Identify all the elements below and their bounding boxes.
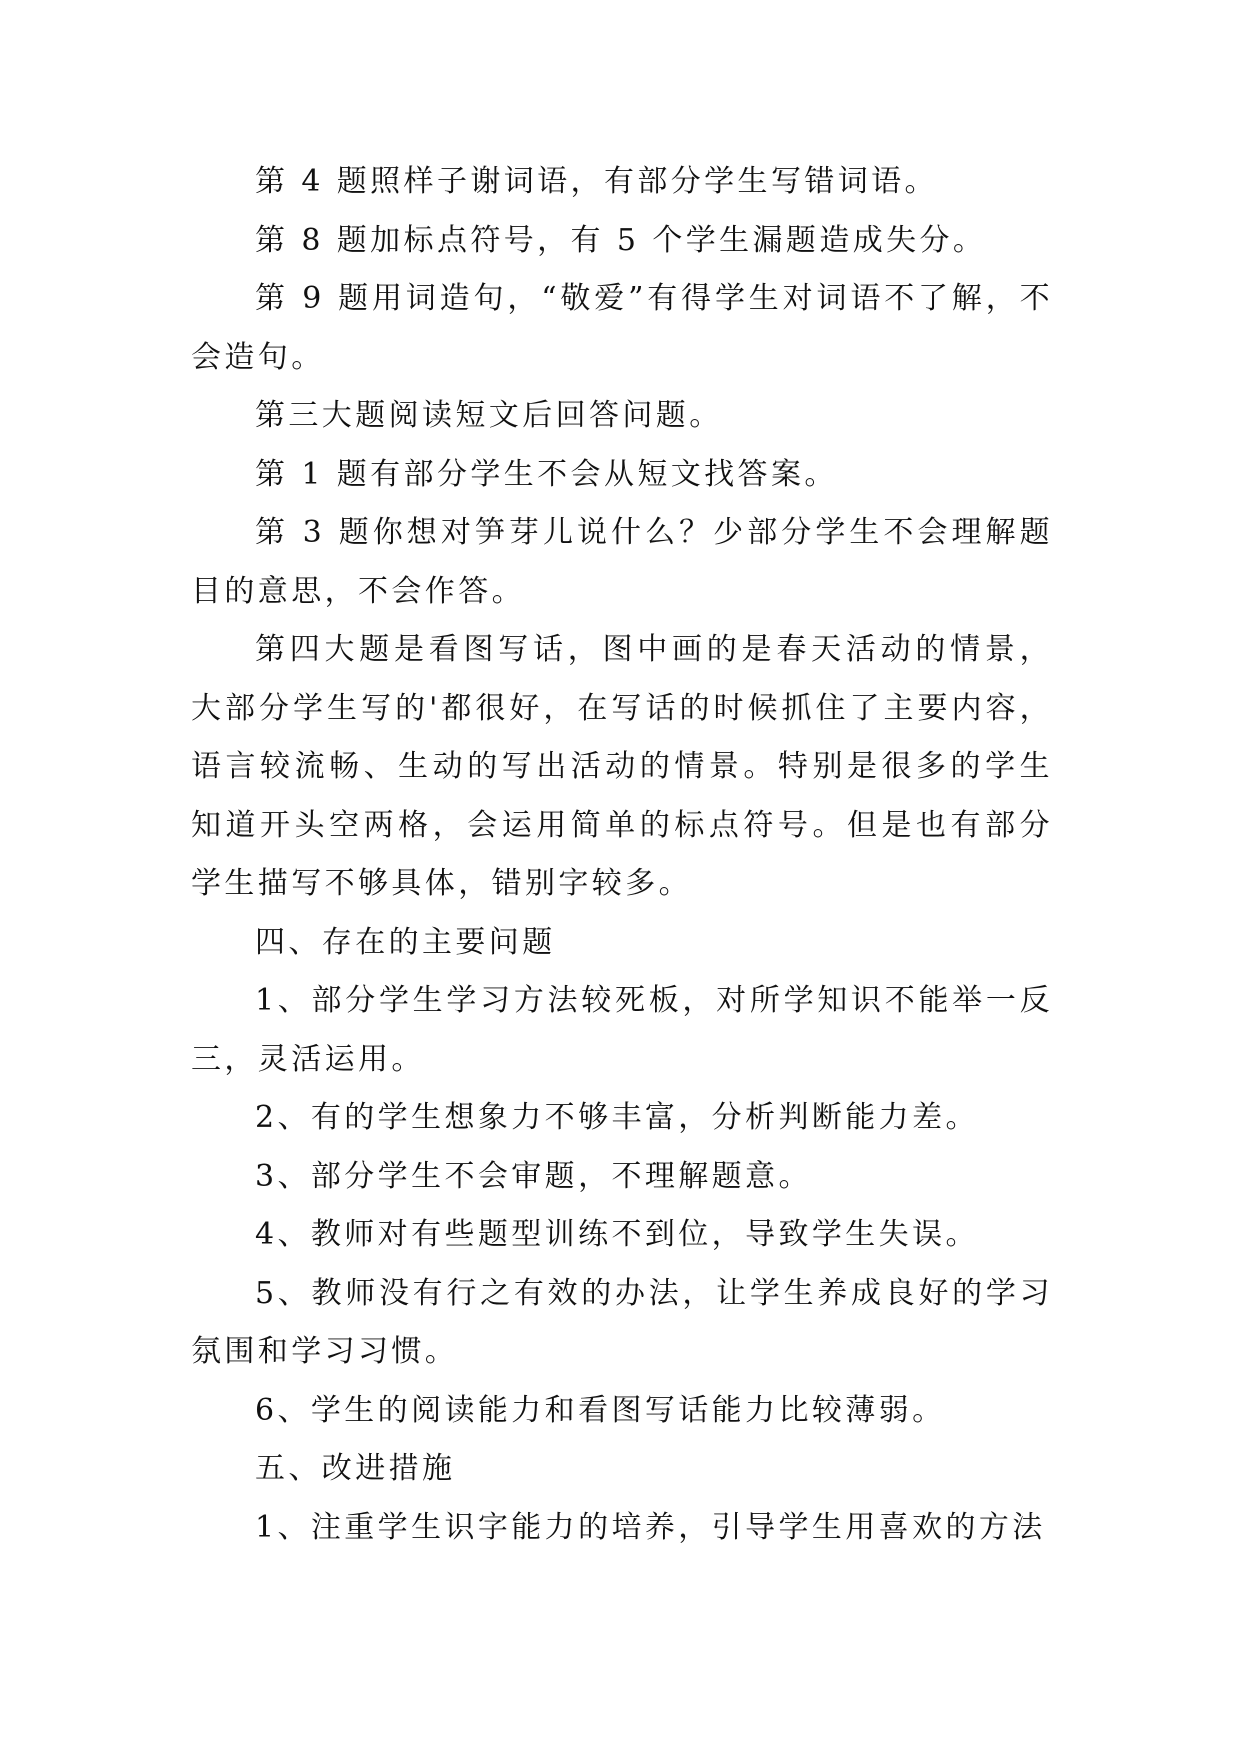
- paragraph-reading-q3: 第 3 题你想对笋芽儿说什么？少部分学生不会理解题目的意思，不会作答。: [191, 515, 1053, 609]
- document-page: [191, 153, 1053, 1557]
- paragraph-section-three: 第三大题阅读短文后回答问题。: [255, 398, 723, 433]
- measure-item-1: 1、注重学生识字能力的培养，引导学生用喜欢的方法: [255, 1509, 1046, 1545]
- heading-improvement-measures: 五、改进措施: [255, 1451, 456, 1486]
- paragraph-reading-q1: 第 1 题有部分学生不会从短文找答案。: [255, 456, 838, 492]
- paragraph-q9: 第 9 题用词造句，“敬爱”有得学生对词语不了解，不会造句。: [191, 281, 1053, 375]
- problem-item-6: 6、学生的阅读能力和看图写话能力比较薄弱。: [255, 1392, 946, 1428]
- paragraph-section-four-writing: 第四大题是看图写话，图中画的是春天活动的情景，大部分学生写的'都很好，在写话的时候抓住了主要内容，语言较流畅、生动的写出活动的情景。特别是很多的学生知道开头空两格，会运用简单的标点符号。但是也有部分学生描写不够具体，错别字较多。: [191, 632, 1053, 901]
- problem-item-1: 1、部分学生学习方法较死板，对所学知识不能举一反三，灵活运用。: [191, 983, 1053, 1077]
- heading-main-problems: 四、存在的主要问题: [255, 924, 556, 960]
- problem-item-3: 3、部分学生不会审题，不理解题意。: [255, 1158, 812, 1194]
- problem-item-2: 2、有的学生想象力不够丰富，分析判断能力差。: [255, 1100, 979, 1135]
- problem-item-5: 5、教师没有行之有效的办法，让学生养成良好的学习氛围和学习习惯。: [191, 1275, 1053, 1369]
- paragraph-q8: 第 8 题加标点符号，有 5 个学生漏题造成失分。: [255, 222, 987, 258]
- paragraph-q4: 第 4 题照样子谢词语，有部分学生写错词语。: [255, 164, 938, 199]
- problem-item-4: 4、教师对有些题型训练不到位，导致学生失误。: [255, 1217, 979, 1252]
